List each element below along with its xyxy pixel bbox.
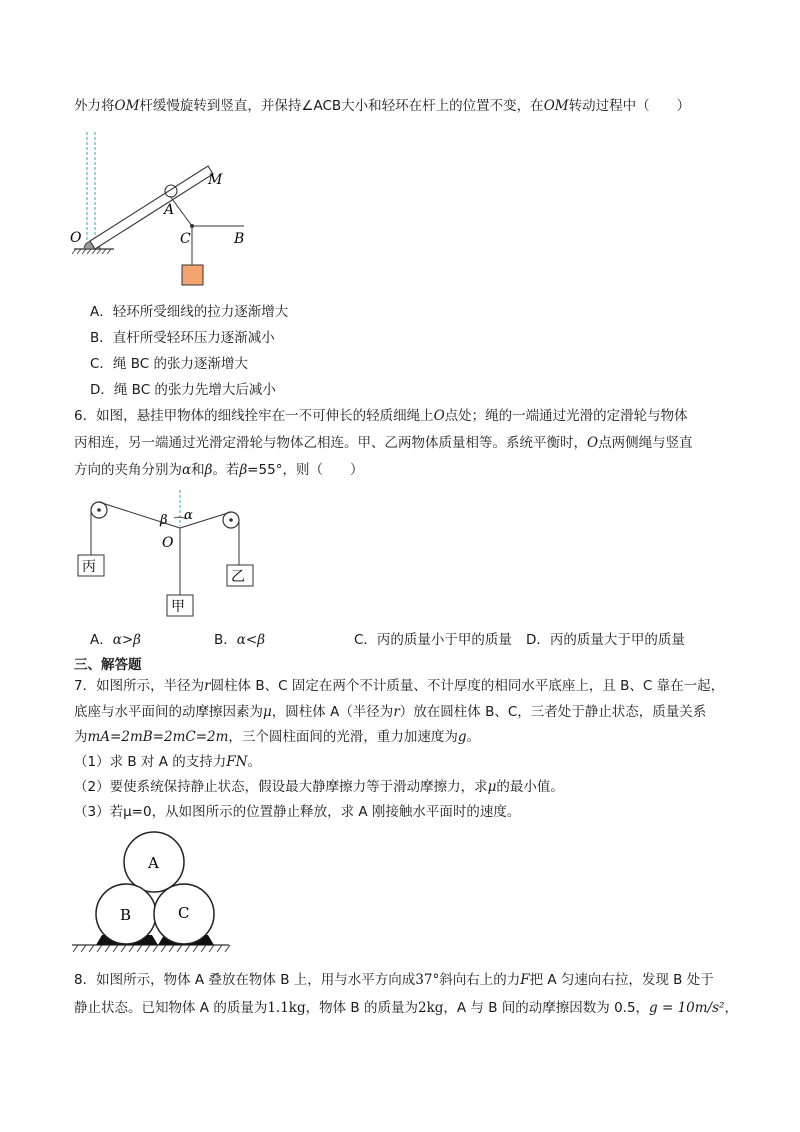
q6-stem-line3: 方向的夹角分别为α和β。若β=55°，则（ ） (74, 462, 364, 478)
label-O: O (70, 230, 82, 246)
q7-stem-line1: 7．如图所示，半径为r圆柱体 B、C 固定在两个不计质量、不计厚度的相同水平底座上，且 B、C 靠在一起， (74, 678, 725, 694)
q5-option-b: B．直杆所受轻环压力逐渐减小 (90, 330, 275, 346)
q7-sub3: （3）若μ=0，从如图所示的位置静止释放，求 A 刚接触水平面时的速度。 (74, 804, 521, 820)
box-yi: 乙 (231, 569, 245, 585)
label-beta: β (160, 513, 168, 528)
q7-sub1: （1）求 B 对 A 的支持力FN。 (74, 754, 261, 770)
circle-label-B: B (120, 906, 132, 924)
circle-label-A: A (148, 854, 159, 872)
label-M: M (208, 172, 223, 188)
q5-figure (66, 128, 286, 290)
q8-stem-line2: 静止状态。已知物体 A 的质量为1.1kg，物体 B 的质量为2kg，A 与 B 间的动摩擦因数为 0.5，g = 10m/s²， (74, 1000, 738, 1016)
q6-option-a: A．α>β (90, 632, 141, 648)
q6-option-d: D．丙的质量大于甲的质量 (526, 632, 685, 648)
q6-stem-line1: 6．如图，悬挂甲物体的细线拴牢在一不可伸长的轻质细绳上O点处；绳的一端通过光滑的定滑轮与物体 (74, 408, 688, 424)
box-jia: 甲 (171, 599, 185, 615)
q8-stem-line1: 8．如图所示，物体 A 叠放在物体 B 上，用与水平方向成37°斜向右上的力F把 A 匀速向右拉，发现 B 处于 (74, 972, 714, 988)
circle-label-C: C (178, 904, 190, 922)
q7-stem-line2: 底座与水平面间的动摩擦因素为μ，圆柱体 A（半径为r）放在圆柱体 B、C，三者处于静止状态，质量关系 (74, 704, 707, 720)
q7-sub2: （2）要使系统保持静止状态，假设最大静摩擦力等于滑动摩擦力，求μ的最小值。 (74, 779, 564, 795)
box-bing: 丙 (82, 559, 96, 575)
q5-stem-line: 外力将OM杆缓慢旋转到竖直，并保持∠ACB大小和轻环在杆上的位置不变，在OM转动过程中（ ） (74, 98, 691, 114)
q6-figure (70, 488, 270, 620)
q6-option-b: B．α<β (214, 632, 265, 648)
q5-option-d: D．绳 BC 的张力先增大后减小 (90, 382, 276, 398)
section-title: 三、解答题 (74, 657, 142, 673)
label-alpha: α (184, 508, 193, 523)
q5-option-a: A．轻环所受细线的拉力逐渐增大 (90, 304, 289, 320)
q6-option-c: C．丙的质量小于甲的质量 (354, 632, 512, 648)
label-A: A (164, 202, 175, 218)
q7-figure (72, 826, 232, 956)
q5-option-c: C．绳 BC 的张力逐渐增大 (90, 356, 248, 372)
label-O: O (162, 535, 174, 551)
label-B: B (234, 231, 245, 247)
q6-stem-line2: 丙相连，另一端通过光滑定滑轮与物体乙相连。甲、乙两物体质量相等。系统平衡时，O点两侧绳与竖直 (74, 435, 693, 451)
label-C: C (180, 231, 191, 247)
q7-stem-line3: 为mA=2mB=2mC=2m，三个圆柱面间的光滑，重力加速度为g。 (74, 729, 481, 745)
